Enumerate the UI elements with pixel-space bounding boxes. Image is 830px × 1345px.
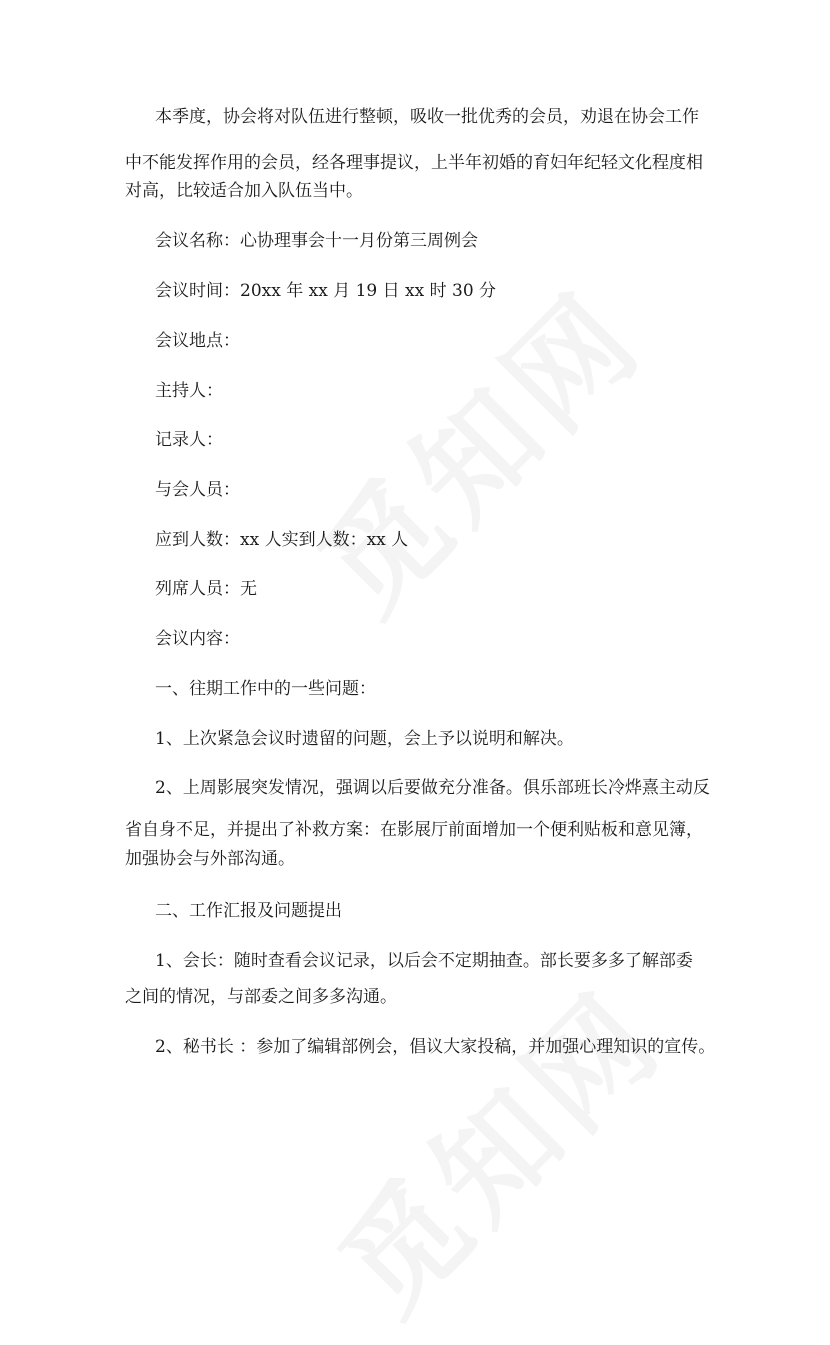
- attendees: 与会人员：: [155, 480, 240, 500]
- section-heading: 二、工作汇报及问题提出: [155, 901, 342, 921]
- list-item: 1、上次紧急会议时遗留的问题，会上予以说明和解决。: [155, 729, 574, 749]
- paragraph-line: 本季度，协会将对队伍进行整顿，吸收一批优秀的会员，劝退在协会工作: [155, 107, 699, 127]
- attendance-count: 应到人数：xx 人实到人数：xx 人: [155, 530, 409, 550]
- paragraph-line: 对高，比较适合加入队伍当中。: [125, 181, 363, 201]
- host: 主持人：: [155, 381, 223, 401]
- section-heading: 一、往期工作中的一些问题：: [155, 679, 376, 699]
- list-item: 2、秘书长 ：参加了编辑部例会，倡议大家投稿，并加强心理知识的宣传。: [155, 1037, 716, 1057]
- paragraph-line: 中不能发挥作用的会员，经各理事提议，上半年初婚的育妇年纪轻文化程度相: [125, 153, 703, 173]
- recorder: 记录人：: [155, 430, 223, 450]
- meeting-location: 会议地点：: [155, 331, 240, 351]
- meeting-content-heading: 会议内容：: [155, 629, 240, 649]
- meeting-name: 会议名称：心协理事会十一月份第三周例会: [155, 231, 478, 251]
- meeting-time: 会议时间：20xx 年 xx 月 19 日 xx 时 30 分: [155, 281, 497, 301]
- paragraph-line: 之间的情况，与部委之间多多沟通。: [125, 987, 397, 1007]
- list-item: 1、会长：随时查看会议记录，以后会不定期抽查。部长要多多了解部委: [155, 951, 693, 971]
- list-item: 2、上周影展突发情况，强调以后要做充分准备。俱乐部班长冷烨熹主动反: [155, 778, 710, 798]
- paragraph-line: 加强协会与外部沟通。: [125, 849, 295, 869]
- watermark: [276, 247, 673, 644]
- paragraph-line: 省自身不足，并提出了补救方案：在影展厅前面增加一个便利贴板和意见簿，: [125, 820, 703, 840]
- observers: 列席人员：无: [155, 579, 257, 599]
